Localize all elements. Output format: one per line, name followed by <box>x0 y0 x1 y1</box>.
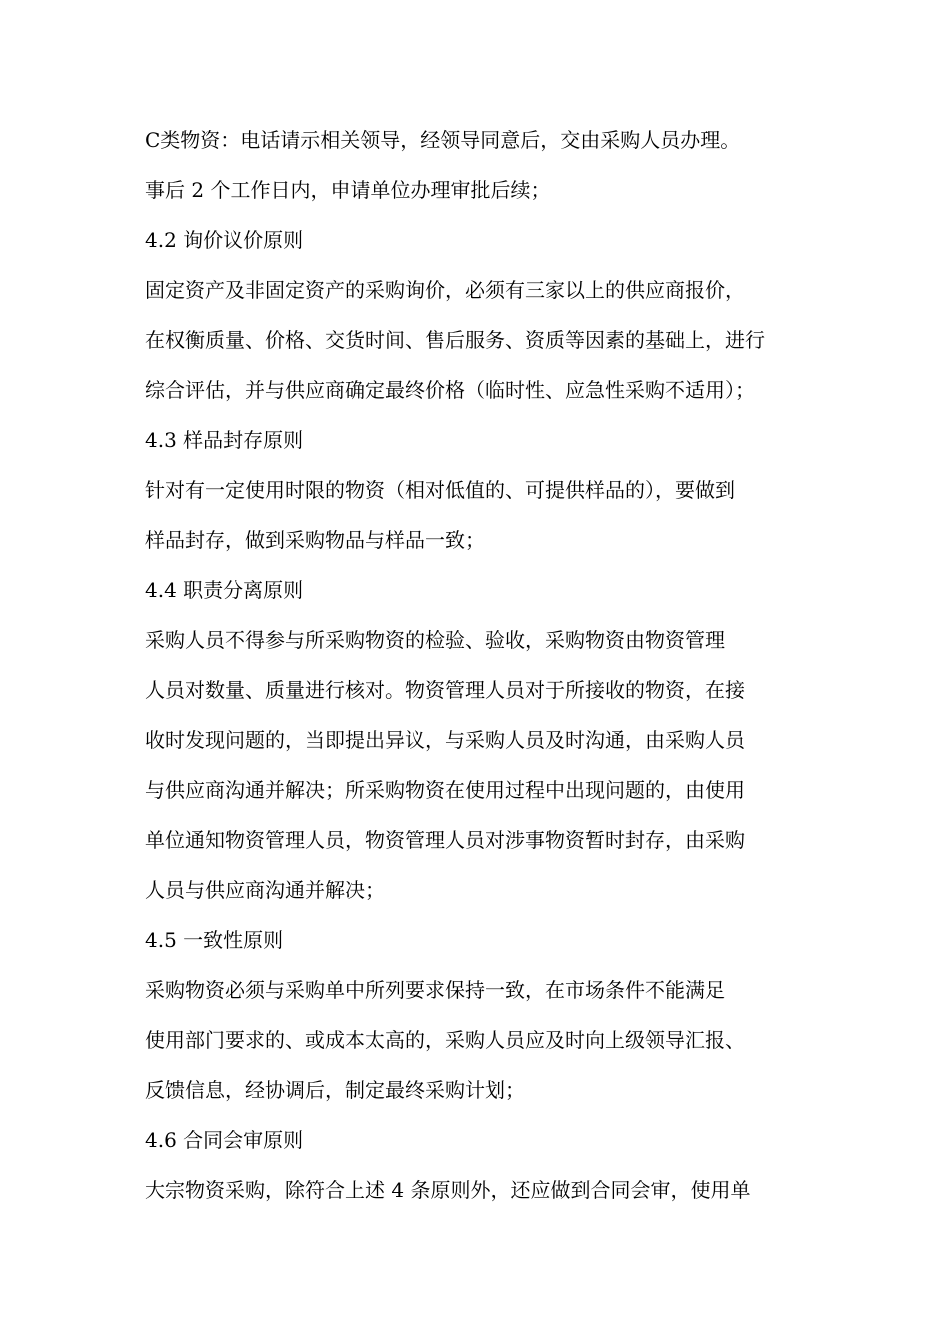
body-text-line: 收时发现问题的，当即提出异议，与采购人员及时沟通，由采购人员 <box>145 728 745 752</box>
body-text-line: 针对有一定使用时限的物资（相对低值的、可提供样品的），要做到 <box>145 478 735 502</box>
body-text-line: 在权衡质量、价格、交货时间、售后服务、资质等因素的基础上，进行 <box>145 328 765 352</box>
section-heading-4-2: 4.2 询价议价原则 <box>145 228 304 252</box>
section-heading-4-5: 4.5 一致性原则 <box>145 928 284 952</box>
body-text-line: 固定资产及非固定资产的采购询价，必须有三家以上的供应商报价， <box>145 278 745 302</box>
body-text-line: 人员对数量、质量进行核对。物资管理人员对于所接收的物资，在接 <box>145 678 745 702</box>
body-text-line: 样品封存，做到采购物品与样品一致； <box>145 528 485 552</box>
body-text-line: 采购物资必须与采购单中所列要求保持一致，在市场条件不能满足 <box>145 978 725 1002</box>
body-text-line: 事后 2 个工作日内，申请单位办理审批后续； <box>145 178 551 202</box>
body-text-line: 使用部门要求的、或成本太高的，采购人员应及时向上级领导汇报、 <box>145 1028 745 1052</box>
section-heading-4-3: 4.3 样品封存原则 <box>145 428 304 452</box>
body-text-line: 单位通知物资管理人员，物资管理人员对涉事物资暂时封存，由采购 <box>145 828 745 852</box>
body-text-line: 采购人员不得参与所采购物资的检验、验收，采购物资由物资管理 <box>145 628 725 652</box>
body-text-line: 综合评估，并与供应商确定最终价格（临时性、应急性采购不适用）； <box>145 378 755 402</box>
section-heading-4-4: 4.4 职责分离原则 <box>145 578 304 602</box>
body-text-line: C类物资：电话请示相关领导，经领导同意后，交由采购人员办理。 <box>145 128 741 152</box>
body-text-line: 人员与供应商沟通并解决； <box>145 878 385 902</box>
section-heading-4-6: 4.6 合同会审原则 <box>145 1128 304 1152</box>
body-text-line: 大宗物资采购，除符合上述 4 条原则外，还应做到合同会审，使用单 <box>145 1178 751 1202</box>
body-text-line: 反馈信息，经协调后，制定最终采购计划； <box>145 1078 525 1102</box>
body-text-line: 与供应商沟通并解决；所采购物资在使用过程中出现问题的，由使用 <box>145 778 745 802</box>
